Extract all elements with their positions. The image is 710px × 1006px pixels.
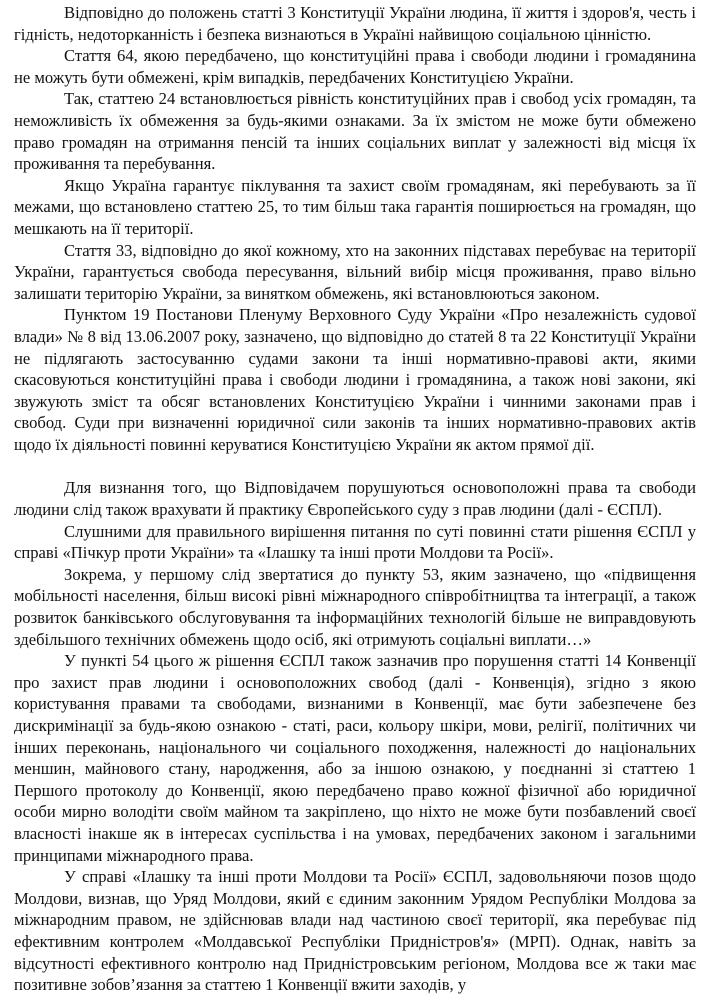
- paragraph-article-3: Відповідно до положень статті 3 Конституції України людина, її життя і здоров'я, честь і гідність, недоторканність і безпека визнаються в Україні найвищою соціальною цінністю.: [14, 3, 696, 44]
- paragraph-article-33: Стаття 33, відповідно до якої кожному, хто на законних підставах перебуває на території України, гарантується свобода пересування, вільний вибір місця проживання, право вільно залишати територію України, за винятком обмежень, які встановлюються законом.: [14, 240, 696, 303]
- paragraph-article-25: Якщо Україна гарантує піклування та захист своїм громадянам, які перебувають за її межами, що встановлено статтею 25, то тим більш така гарантія поширюється на громадян, що мешкають на її території.: [14, 175, 696, 238]
- paragraph-article-24: Так, статтею 24 встановлюється рівність конституційних прав і свобод усіх громадян, та неможливість їх обмеження за будь-якими ознаками. За їх змістом не може бути обмежено право громадян на отримання пенсій та інших соціальних виплат у залежності від місця їх проживання та перебування.: [14, 89, 696, 174]
- paragraph-point-53: Зокрема, у першому слід звертатися до пункту 53, яким зазначено, що «підвищення мобільності населення, більш високі рівні міжнародного співробітництва та інтеграції, а також розвиток банківського обслуговування та інформаційних технологій більше не виправдовують здебільшого технічних обмежень щодо осіб, які отримують соціальні виплати…»: [14, 564, 696, 649]
- paragraph-ilascu-case: У справі «Ілашку та інші проти Молдови та Росії» ЄСПЛ, задовольняючи позов щодо Молдови, визнав, що Уряд Молдови, який є єдиним законним Урядом Республіки Молдова за міжнародним правом, не здійснював влади над частиною своєї території, яка перебуває під ефективним контролем «Молдавської Республіки Придністров'я» (МРП). Однак, навіть за відсутності ефективного контролю над Придністровським регіоном, Молдова все ж таки має позитивне зобов’язання за статтею 1 Конвенції вжити заходів, у: [14, 867, 696, 995]
- paragraph-echr-cases: Слушними для правильного вирішення питання по суті повинні стати рішення ЄСПЛ у справі «Пічкур проти України» та «Ілашку та інші проти Молдови та Росії».: [14, 521, 696, 563]
- paragraph-plenum-resolution: Пунктом 19 Постанови Пленуму Верховного Суду України «Про незалежність судової влади» № 8 від 13.06.2007 року, зазначено, що відповідно до статей 8 та 22 Конституції України не підлягають застосуванню судами закони та інші нормативно-правові акти, якими скасовуються конституційні права і свободи людини і громадянина, а також нові закони, які звужують зміст та обсяг встановлених Конституцією України і чинними законами прав і свобод. Суди при визначенні юридичної сили законів та інших нормативно-правових актів щодо їх діяльності повинні керуватися Конституцією України як актом прямої дії.: [14, 305, 696, 454]
- paragraph-article-64: Стаття 64, якою передбачено, що конституційні права і свободи людини і громадянина не можуть бути обмежені, крім випадків, передбачених Конституцією України.: [14, 46, 696, 87]
- paragraph-point-54: У пункті 54 цього ж рішення ЄСПЛ також зазначив про порушення статті 14 Конвенції про захист прав людини і основоположних свобод (далі - Конвенція), згідно з якою користування правами та свободами, визнаними в Конвенції, має бути забезпечене без дискримінації за будь-якою ознакою - статі, раси, кольору шкіри, мови, релігії, політичних чи інших переконань, національного чи соціального походження, належності до національних меншин, майнового стану, народження, або за іншою ознакою, у поєднанні зі статтею 1 Першого протоколу до Конвенції, якою передбачено право кожної фізичної або юридичної особи мирно володіти своїм майном та закріплено, що ніхто не може бути позбавлений своєї власності інакше як в інтересах суспільства і на умовах, передбачених законом і загальними принципами міжнародного права.: [14, 651, 696, 865]
- paragraph-echr-practice: Для визнання того, що Відповідачем порушуються основоположні права та свободи людини слід також врахувати й практику Європейського суду з прав людини (далі - ЄСПЛ).: [14, 478, 696, 520]
